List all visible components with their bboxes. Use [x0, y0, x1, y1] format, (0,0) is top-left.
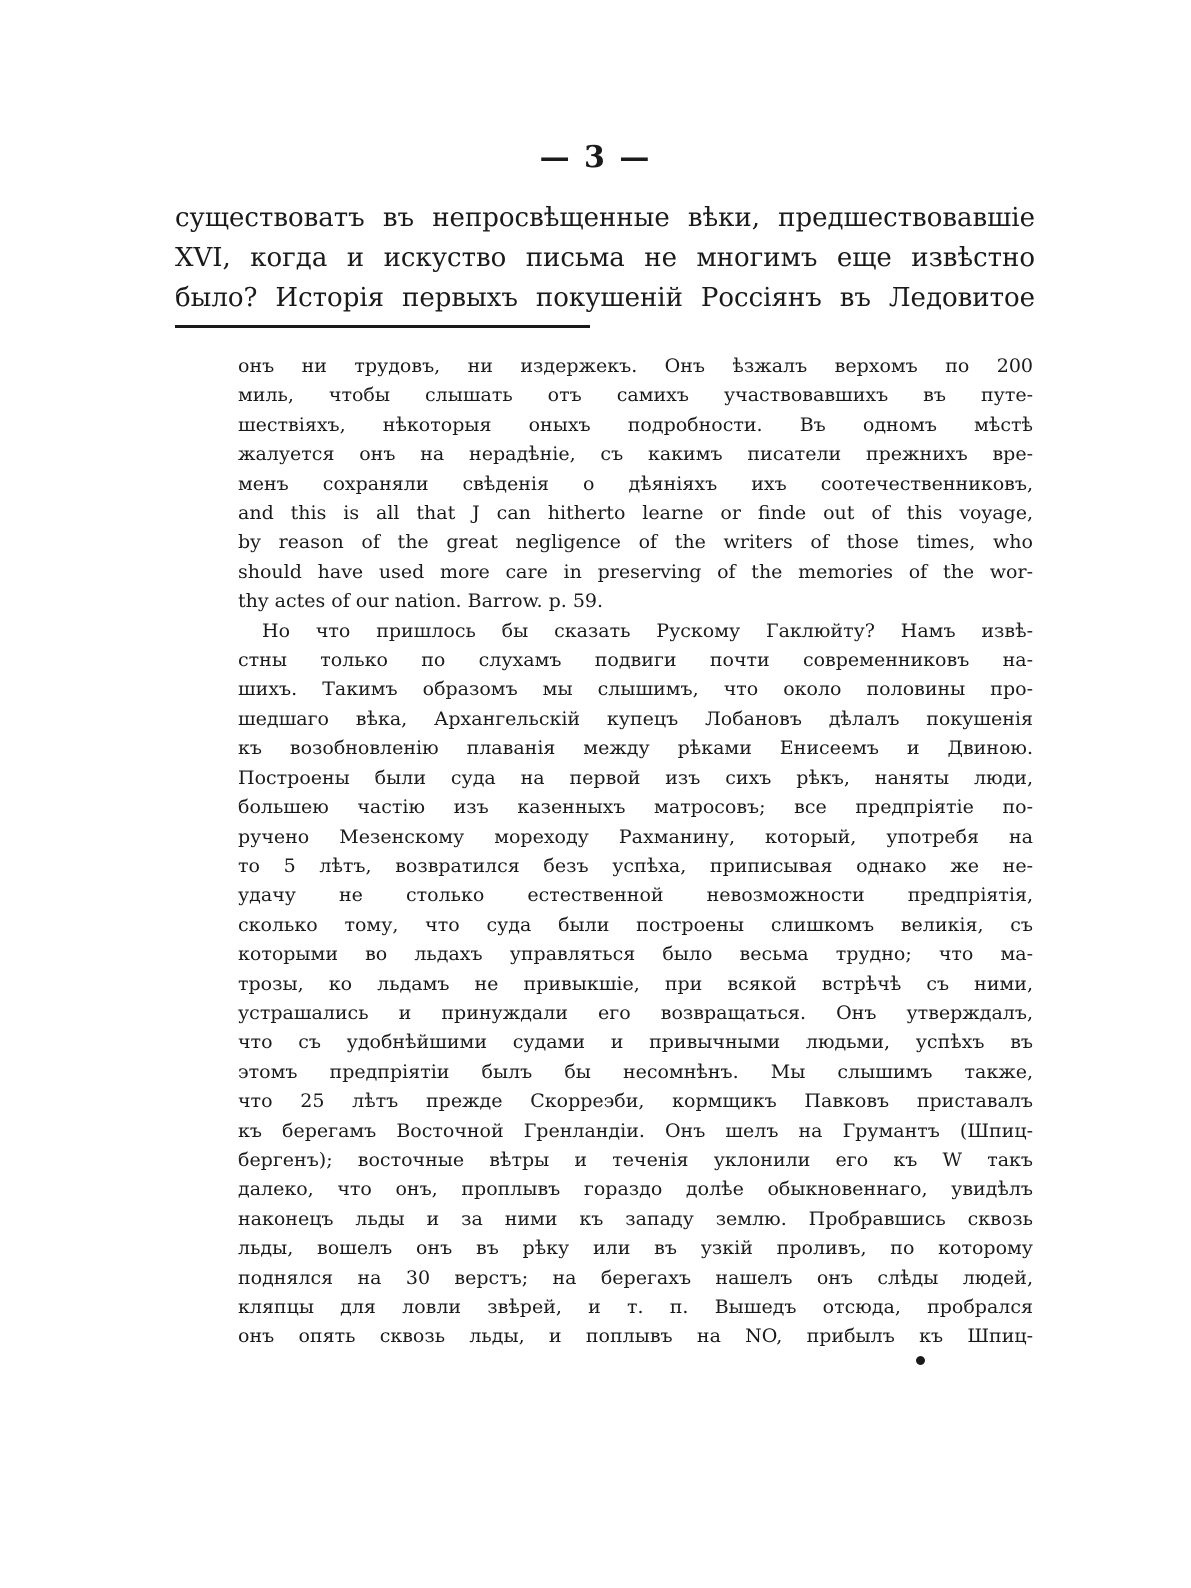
footnote-paragraph-line: устрашались и принуждали его возвращаться. Онъ утверждалъ, [238, 1001, 1033, 1024]
footnote-paragraph-line: льды, вошелъ онъ въ рѣку или въ узкій проливъ, по которому [238, 1237, 1033, 1260]
footnote-line: should have used more care in preserving of the memories of the wor- [238, 560, 1033, 583]
footnote-paragraph-line: то 5 лѣтъ, возвратился безъ успѣха, приписывая однако же не- [238, 854, 1033, 877]
main-text-line: существоватъ въ непросвѣщенные вѣки, предшествовавшіе [175, 203, 1035, 233]
footnote-paragraph-line: Но что пришлось бы сказать Рускому Гаклюйту? Намъ извѣ- [262, 619, 1033, 642]
footnote-paragraph-line: что съ удобнѣйшими судами и привычными людьми, успѣхъ въ [238, 1031, 1033, 1054]
footnote-paragraph-line: сколько тому, что суда были построены слишкомъ великія, съ [238, 913, 1033, 936]
main-text-line: XVI, когда и искуство письма не многимъ еще извѣстно [175, 243, 1035, 273]
footnote-paragraph-line: шихъ. Такимъ образомъ мы слышимъ, что около половины про- [238, 678, 1033, 701]
footnote-paragraph-line: Построены были суда на первой изъ сихъ рѣкъ, наняты люди, [238, 766, 1033, 789]
footnote-paragraph-line: которыми во льдахъ управляться было весьма трудно; что ма- [238, 943, 1033, 966]
footnote-paragraph-line: къ берегамъ Восточной Гренландіи. Онъ шелъ на Грумантъ (Шпиц- [238, 1119, 1033, 1142]
footnote-line: миль, чтобы слышать отъ самихъ участвовавшихъ въ путе- [238, 384, 1033, 407]
footnote-paragraph-line: шедшаго вѣка, Архангельскій купецъ Лобановъ дѣлалъ покушенія [238, 707, 1033, 730]
footnote-line: менъ сохраняли свѣденія о дѣяніяхъ ихъ соотечественниковъ, [238, 472, 1033, 495]
footnote-paragraph-line: поднялся на 30 верстъ; на берегахъ нашелъ онъ слѣды людей, [238, 1266, 1033, 1289]
footnote-paragraph-line: трозы, ко льдамъ не привыкшіе, при всякой встрѣчѣ съ ними, [238, 972, 1033, 995]
footnote-separator-rule [175, 325, 590, 328]
footnote-paragraph-line: что 25 лѣтъ прежде Скорреэби, кормщикъ Павковъ приставалъ [238, 1090, 1033, 1113]
footnote-line: thy actes of our nation. Barrow. p. 59. [238, 590, 604, 613]
footnote-paragraph-line: онъ опять сквозь льды, и поплывъ на NO, прибылъ къ Шпиц- [238, 1325, 1033, 1348]
footnote-line: and this is all that J can hitherto learne or finde out of this voyage, [238, 502, 1033, 525]
footnote-paragraph-line: далеко, что онъ, проплывъ гораздо долѣе обыкновеннаго, увидѣлъ [238, 1178, 1033, 1201]
footnote-line: онъ ни трудовъ, ни издержекъ. Онъ ѣзжалъ верхомъ по 200 [238, 355, 1033, 377]
footnote [238, 352, 1033, 1352]
footnote-paragraph-line: большею частію изъ казенныхъ матросовъ; все предпріятіе по- [238, 796, 1033, 819]
footnote-paragraph-line: кляпцы для ловли звѣрей, и т. п. Вышедъ отсюда, пробрался [238, 1296, 1033, 1318]
footnote-paragraph-line: къ возобновленію плаванія между рѣками Енисеемъ и Двиною. [238, 737, 1033, 760]
footnote-paragraph-line: бергенъ); восточные вѣтры и теченія уклонили его къ W такъ [238, 1148, 1033, 1171]
main-text [175, 198, 1035, 318]
footnote-paragraph-line: этомъ предпріятіи былъ бы несомнѣнъ. Мы слышимъ также, [238, 1060, 1033, 1083]
footnote-line: жалуется онъ на нерадѣніе, съ какимъ писатели прежнихъ вре- [238, 443, 1033, 466]
page-number: — 3 — [539, 140, 652, 175]
footnote-line: шествіяхъ, нѣкоторыя оныхъ подробности. Въ одномъ мѣстѣ [238, 413, 1033, 436]
footnote-line: by reason of the great negligence of the writers of those times, who [238, 531, 1033, 554]
footnote-paragraph-line: ручено Мезенскому мореходу Рахманину, который, употребя на [238, 825, 1033, 848]
footnote-paragraph-line: удачу не столько естественной невозможности предпріятія, [238, 884, 1033, 907]
footnote-paragraph-line: стны только по слухамъ подвиги почти современниковъ на- [238, 649, 1033, 672]
page-end-dot [916, 1356, 925, 1365]
main-text-line: было? Исторія первыхъ покушеній Россіянъ въ Ледовитое [175, 283, 1035, 313]
footnote-paragraph-line: наконецъ льды и за ними къ западу землю. Пробравшись сквозь [238, 1207, 1033, 1230]
